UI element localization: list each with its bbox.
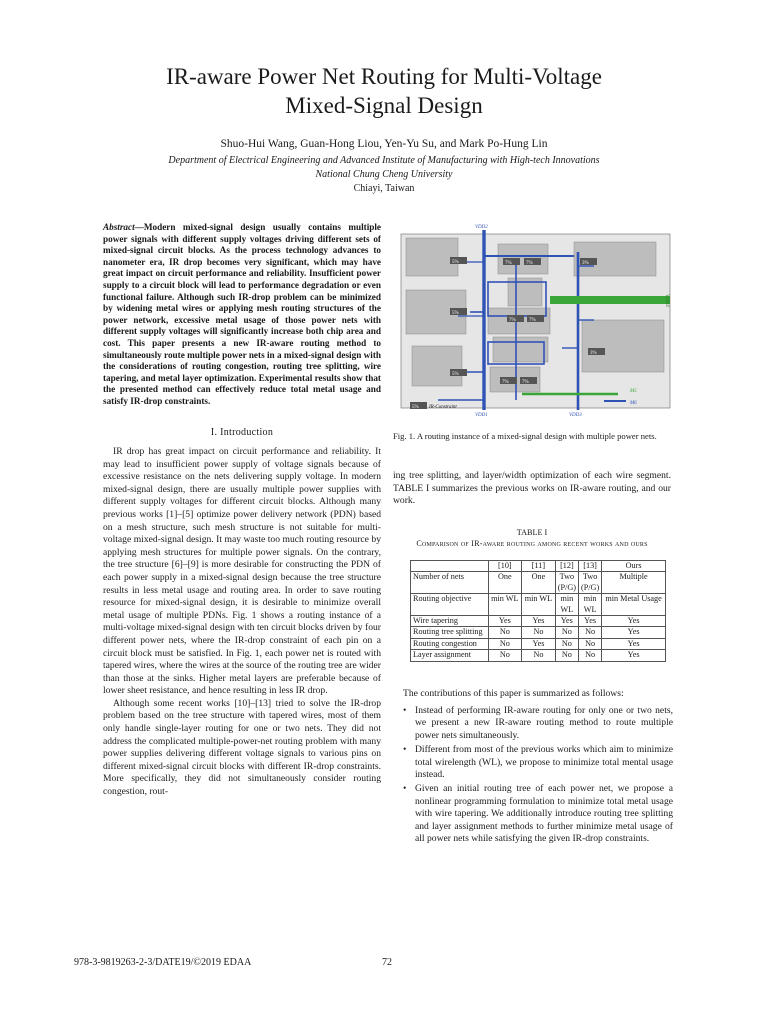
table-row-label: Layer assignment [411, 650, 489, 661]
label-vdd2: VDD2 [475, 225, 488, 230]
table-row [411, 616, 666, 627]
table-cell: Yes [555, 616, 578, 627]
list-item [398, 705, 673, 742]
comparison-table [410, 560, 666, 662]
table-label: TABLE I [516, 528, 548, 537]
table-cell: Two (P/G) [555, 572, 578, 594]
contribution-text: Instead of performing IR-aware routing for only one or two nets, we present a new IR-aware routing method to route multiple power nets simultaneously. [415, 705, 673, 741]
ir-value-9: 7% [522, 380, 529, 385]
paper-title [0, 62, 768, 120]
legend-m6: M6 [630, 401, 637, 406]
bullet-icon: • [403, 783, 407, 795]
table-header-cell: [10] [488, 561, 522, 572]
ir-value-11: 3% [590, 351, 597, 356]
ir-value-7: 7% [529, 318, 536, 323]
table-row-label: Routing objective [411, 594, 489, 616]
ir-value-6: 7% [509, 318, 516, 323]
contribution-text: Different from most of the previous works which aim to minimize total wirelength (WL), we propose to minimize total mental usage instead. [415, 744, 673, 781]
affiliation-department: Department of Electrical Engineering and Advanced Institute of Manufacturing with High-tech Innovations [168, 155, 600, 166]
table-cell: No [488, 638, 522, 649]
contributions-list [398, 705, 673, 847]
table-cell: Yes [522, 616, 556, 627]
abstract-text: Modern mixed-signal design usually contains multiple power signals with different supply voltages driving different sets of mixed-signal circuit blocks. As the process technology advances to nanometer era, IR drop becomes very significant, which may have great impact on circuit performance and reliability. Insufficient power supply to a circuit block will lead to performance degradation or even functional failure. Although such IR-drop problem can be minimized by widening metal wires or applying mesh routing structures of the power network, excessive metal usage of those power nets with different supply voltages will significantly increase both chip area and cost. This paper presents a new IR-aware routing method to simultaneously route multiple power nets in a mixed-signal design with the considerations of routing congestion, routing tree splitting, wire tapering, and metal layer optimization. Experimental results show that the presented method can effectively reduce total metal usage and satisfy IR-drop constraints. [103, 222, 381, 406]
table-cell: One [522, 572, 556, 594]
table-cell: Yes [602, 650, 666, 661]
table-cell: Yes [488, 616, 522, 627]
list-item [398, 744, 673, 781]
page-number: 72 [382, 957, 392, 968]
table-cell: min WL [555, 594, 578, 616]
block-7 [493, 337, 548, 362]
ir-value-1: 5% [452, 260, 459, 265]
ir-value-8: 7% [502, 380, 509, 385]
contributions-intro: The contributions of this paper is summarized as follows: [403, 688, 624, 699]
table-row [411, 627, 666, 638]
abstract-dash: — [134, 222, 144, 232]
table-cell: No [578, 627, 601, 638]
table-cell: No [555, 627, 578, 638]
legend-m5: M5 [630, 389, 637, 394]
author-list: Shuo-Hui Wang, Guan-Hong Liou, Yen-Yu Su, and Mark Po-Hung Lin [220, 138, 548, 150]
table-cell: No [555, 650, 578, 661]
ir-value-4: 7% [505, 261, 512, 266]
table-cell: Yes [602, 627, 666, 638]
contribution-text: Given an initial routing tree of each power net, we propose a nonlinear programming formulation to minimize total metal usage with wire tapering. We additionally introduce routing tree splitting and layer assignment methods to further minimize metal usage of all power nets while satisfying the given IR-drop constraints. [415, 783, 673, 845]
ir-value-10: 3% [582, 261, 589, 266]
bullet-icon: • [403, 705, 407, 716]
table-row [411, 650, 666, 661]
title-line-1: IR-aware Power Net Routing for Multi-Voltage [166, 64, 602, 89]
figure-1-caption: Fig. 1. A routing instance of a mixed-signal design with multiple power nets. [393, 431, 657, 441]
table-row-label: Number of nets [411, 572, 489, 594]
table-cell: min WL [488, 594, 522, 616]
table-caption: Comparison of IR-aware routing among recent works and ours [416, 539, 648, 548]
table-cell: Yes [602, 638, 666, 649]
table-cell: No [488, 650, 522, 661]
table-cell: Yes [602, 616, 666, 627]
section-heading-introduction: I. Introduction [210, 427, 274, 438]
table-row-label: Wire tapering [411, 616, 489, 627]
table-header-cell: [11] [522, 561, 556, 572]
figure-1-routing-instance [398, 222, 673, 416]
table-row-label: Routing congestion [411, 638, 489, 649]
label-vdd3: VDD3 [569, 413, 582, 416]
copyright-footer: 978-3-9819263-2-3/DATE19/©2019 EDAA [74, 957, 252, 968]
table-cell: No [522, 650, 556, 661]
ir-value-5: 7% [526, 261, 533, 266]
table-cell: min WL [522, 594, 556, 616]
table-cell: No [555, 638, 578, 649]
intro-paragraph-2: Although some recent works [10]–[13] tried to solve the IR-drop problem based on the tree structure with tapered wires, most of them only handle single-layer routing for one or two nets. They did not address the complicated multiple-power-net routing problem with many power supplies delivering different voltage signals to various pins on different mixed-signal circuit blocks with different IR-drop constraints. More specifically, they did not simultaneously consider routing congestion, rout- [103, 697, 381, 798]
table-cell: No [522, 627, 556, 638]
legend-ir-value: 5% [412, 405, 419, 410]
table-header-cell [411, 561, 489, 572]
block-3 [412, 346, 462, 386]
table-cell: Yes [578, 616, 601, 627]
table-cell: Multiple [602, 572, 666, 594]
table-header-cell: Ours [602, 561, 666, 572]
intro-paragraph-1: IR drop has great impact on circuit performance and reliability. It may lead to insufficient power supply of voltage signals because of excessive resistance on the nets delivering supply voltage. In modern mixed-signal design, there are usually multiple power supplies with different supply voltages for different circuit blocks. Although many previous works [1]–[5] optimize power delivery network (PDN) based on a mesh structure, such mesh structure is not suitable for multi-voltage mixed-signal design. It may waste too much routing resource by applying mesh structures for multiple power signals. On the contrary, the tree structure [6]–[9] is more desirable for constructing the PDN of each power supply in a mixed-signal design because the tree structure results in less metal usage and routing area. In order to save routing resource for mixed-signal design, it is desirable to minimize overall metal usage of multiple PDNs. Fig. 1 shows a routing instance of a multi-voltage mixed-signal design with ten circuit blocks driven by four different power nets, where the IR-drop constraint of each pin on a circuit block must be satisfied. In Fig. 1, each power net is routed with tapered wires, where the wires at the source of the routing tree are wider than those at the sinks. Higher metal layers are preferable because of lower sheet resistance, and hence resulting in less IR drop. [103, 446, 381, 697]
table-cell: No [488, 627, 522, 638]
affiliation-university: National Chung Cheng University [315, 169, 453, 180]
table-cell: One [488, 572, 522, 594]
table-header-cell: [12] [555, 561, 578, 572]
table-row [411, 638, 666, 649]
table-cell: min Metal Usage [602, 594, 666, 616]
table-row [411, 594, 666, 616]
ir-value-2: 5% [452, 311, 459, 316]
table-cell: No [578, 650, 601, 661]
block-10 [582, 320, 664, 372]
title-line-2: Mixed-Signal Design [285, 93, 483, 118]
introduction-body [103, 446, 381, 799]
affiliation-location: Chiayi, Taiwan [353, 183, 415, 194]
table-cell: Yes [522, 638, 556, 649]
table-cell: Two (P/G) [578, 572, 601, 594]
list-item [398, 783, 673, 845]
ir-value-3: 5% [452, 372, 459, 377]
table-cell: No [578, 638, 601, 649]
label-vdd1: VDD1 [475, 413, 488, 416]
legend-ir-constraint: IR-Constraint [429, 405, 457, 410]
label-vdd4: VDD4 [664, 294, 669, 307]
table-cell: min WL [578, 594, 601, 616]
right-column-continuation: ing tree splitting, and layer/width optimization of each wire segment. TABLE I summarizes the previous works on IR-aware routing, and our work. [393, 470, 671, 507]
abstract [103, 222, 381, 408]
table-header-cell: [13] [578, 561, 601, 572]
table-row-label: Routing tree splitting [411, 627, 489, 638]
table-row [411, 572, 666, 594]
abstract-label: Abstract [103, 222, 135, 232]
table-header-row [411, 561, 666, 572]
bullet-icon: • [403, 744, 407, 756]
